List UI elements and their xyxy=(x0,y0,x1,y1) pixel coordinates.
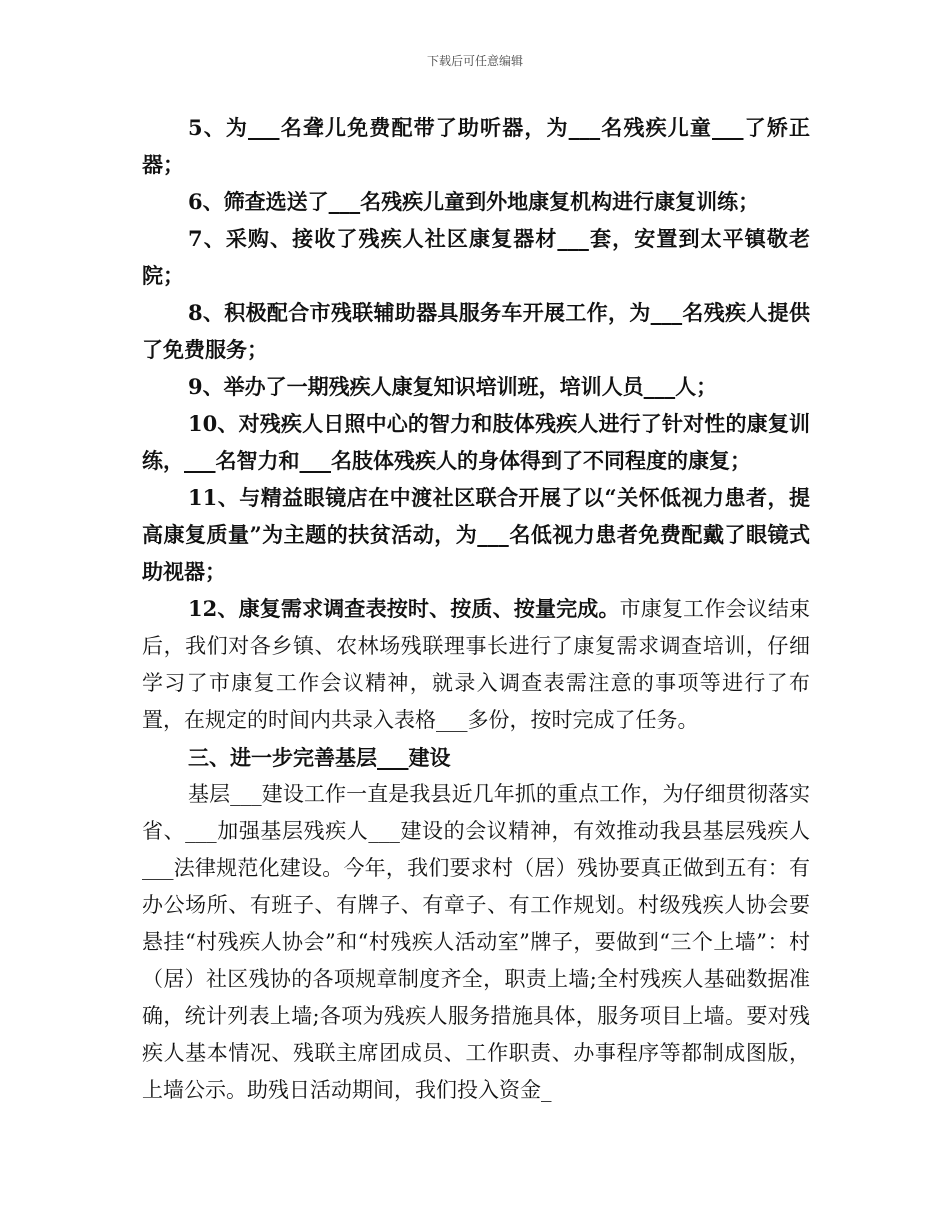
list-item-12-body: 市康复工作会议结束后，我们对各乡镇、农林场残联理事长进行了康复需求调查培训，仔细学习了市康复工作会议精神，就录入调查表需注意的事项等进行了布置，在规定的时间内共录入表格___多份，按时完成了任务。 xyxy=(142,597,811,732)
list-item-8: 8、积极配合市残联辅助器具服务车开展工作，为___名残疾人提供了免费服务； xyxy=(142,300,810,362)
list-item-12-heading: 12、康复需求调查表按时、按质、按量完成。 xyxy=(188,596,620,621)
list-item-10: 10、对残疾人日照中心的智力和肢体残疾人进行了针对性的康复训练，___名智力和___名肢体残疾人的身体得到了不同程度的康复； xyxy=(142,411,810,473)
list-item-6: 6、筛查选送了___名残疾儿童到外地康复机构进行康复训练； xyxy=(188,189,760,214)
page-header: 下载后可任意编辑 xyxy=(426,54,523,68)
list-item-12 xyxy=(142,590,810,739)
list-item-7: 7、采购、接收了残疾人社区康复器材___套，安置到太平镇敬老院； xyxy=(142,226,810,288)
list-item-11: 11、与精益眼镜店在中渡社区联合开展了以“关怀低视力患者，提高康复质量”为主题的扶贫活动，为___名低视力患者免费配戴了眼镜式助视器； xyxy=(142,485,810,584)
list-item-9: 9、举办了一期残疾人康复知识培训班，培训人员___人； xyxy=(188,374,718,399)
list-item-5: 5、为___名聋儿免费配带了助听器，为___名残疾儿童___了矫正器； xyxy=(142,115,810,177)
document-body xyxy=(142,109,810,1109)
section-heading-3: 三、进一步完善基层___建设 xyxy=(188,745,451,770)
section-body-3: 基层___建设工作一直是我县近几年抓的重点工作，为仔细贯彻落实省、___加强基层残疾人___建设的会议精神，有效推动我县基层残疾人___法律规范化建设。今年，我们要求村（居）残协要真正做到五有：有办公场所、有班子、有牌子、有章子、有工作规划。村级残疾人协会要悬挂“村残疾人协会”和“村残疾人活动室”牌子，要做到“三个上墙”：村（居）社区残协的各项规章制度齐全，职责上墙;全村残疾人基础数据准确，统计列表上墙;各项为残疾人服务措施具体，服务项目上墙。要对残疾人基本情况、残联主席团成员、工作职责、办事程序等都制成图版，上墙公示。助残日活动期间，我们投入资金_ xyxy=(142,782,810,1102)
